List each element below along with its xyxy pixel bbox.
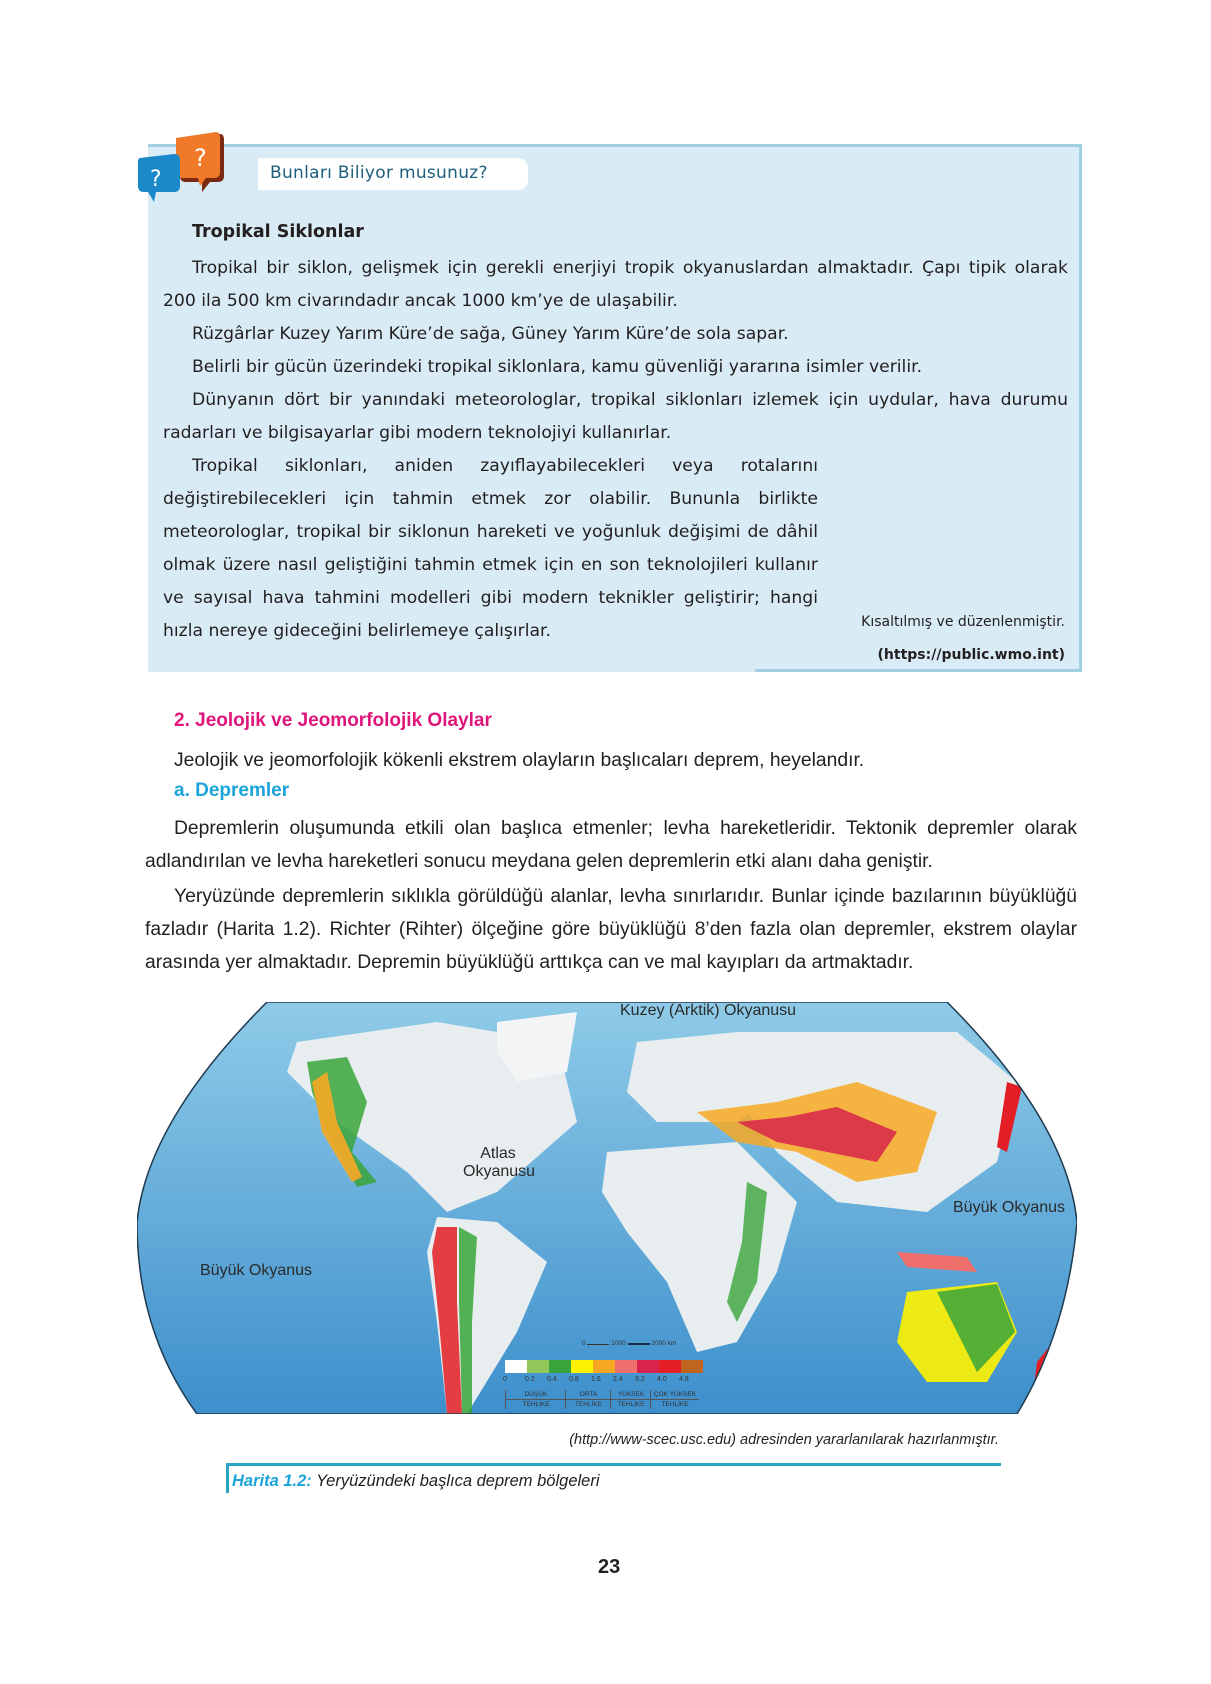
legend-swatch [571, 1360, 593, 1373]
question-bubbles-icon [136, 128, 226, 208]
legend-hazard-zone: ÇOK YÜKSEK TEHLİKE [650, 1390, 699, 1409]
legend-tick-label: 1.6 [591, 1376, 601, 1383]
caption-rule [226, 1463, 1001, 1466]
label-atlantic-line1: Atlas [480, 1145, 516, 1162]
earthquake-hazard-map [137, 1002, 1077, 1414]
map-scale-bar [582, 1340, 676, 1347]
label-pacific-ocean-west: Büyük Okyanus [200, 1262, 313, 1279]
scale-zero: 0 [582, 1340, 586, 1347]
info-paragraph: Dünyanın dört bir yanındaki meteorologlar, tropikal siklonları izlemek için uydular, hava durumu radarları ve bilgisayarlar gibi modern teknolojiyi kullanırlar. [163, 390, 1068, 443]
caption-text: Yeryüzündeki başlıca deprem bölgeleri [311, 1472, 600, 1490]
scale-mid: 1000 [611, 1340, 626, 1347]
section-intro: Jeolojik ve jeomorfolojik kökenli ekstrem olayların başlıcaları deprem, heyelandır. [174, 750, 865, 771]
legend-swatch [681, 1360, 703, 1373]
map-caption [232, 1472, 600, 1491]
svg-text:?: ? [150, 167, 162, 192]
map-credit: (http://www-scec.usc.edu) adresinden yararlanılarak hazırlanmıştır. [569, 1432, 999, 1448]
label-atlantic-line2: Okyanusu [463, 1163, 536, 1180]
section-heading: 2. Jeolojik ve Jeomorfolojik Olaylar [174, 710, 492, 731]
page-number: 23 [598, 1556, 621, 1578]
info-box-title: Tropikal Siklonlar [192, 222, 364, 242]
legend-swatch [593, 1360, 615, 1373]
legend-tick-label: 4.8 [679, 1376, 689, 1383]
legend-swatch [637, 1360, 659, 1373]
legend-tick-label: 0.4 [547, 1376, 557, 1383]
legend-swatch [659, 1360, 681, 1373]
legend-tick-label: 0 [503, 1376, 507, 1383]
abridged-note: Kısaltılmış ve düzenlenmiştir. [861, 614, 1065, 630]
legend-hazard-zone: YÜKSEK TEHLİKE [610, 1390, 651, 1409]
info-box-source [861, 606, 1065, 672]
info-paragraph: Tropikal bir siklon, gelişmek için gerekli enerjiyi tropik okyanuslardan almaktadır. Çapı tipik olarak 200 ila 500 km civarındadır ancak 1000 km’ye de ulaşabilir. [163, 258, 1068, 311]
legend-hazard-zone: ORTA TEHLİKE [565, 1390, 611, 1409]
body-paragraph: Depremlerin oluşumunda etkili olan başlıca etmenler; levha hareketleridir. Tektonik depremler olarak adlandırılan ve levha hareketleri sonucu meydana gelen depremlerin etki alanı daha geniştir. [145, 818, 1077, 872]
info-box-content [163, 210, 1068, 648]
source-link: (https://public.wmo.int) [877, 647, 1065, 663]
question-bubble-blue-icon [138, 154, 180, 202]
legend-tick-label: 4.0 [657, 1376, 667, 1383]
info-paragraph: Rüzgârlar Kuzey Yarım Küre’de sağa, Güney Yarım Küre’de sola sapar. [192, 324, 789, 344]
scale-end: 2000 km [651, 1340, 677, 1347]
legend-swatch [505, 1360, 527, 1373]
label-atlantic-ocean [463, 1145, 536, 1181]
legend-tick-label: 0.8 [569, 1376, 579, 1383]
label-arctic-ocean: Kuzey (Arktik) Okyanusu [620, 1002, 797, 1019]
question-bubble-orange-icon [176, 132, 224, 192]
info-paragraph: Belirli bir gücün üzerindeki tropikal siklonlara, kamu güvenliği yararına isimler verilir. [192, 357, 923, 377]
label-pacific-ocean-east: Büyük Okyanus [953, 1199, 1066, 1216]
info-box-tab-label: Bunları Biliyor musunuz? [270, 163, 488, 183]
legend-tick-label: 2.4 [613, 1376, 623, 1383]
svg-text:?: ? [194, 144, 207, 172]
info-paragraph: Tropikal siklonları, aniden zayıflayabilecekleri veya rotalarını değiştirebilecekleri için tahmin etmek zor olabilir. Bununla birlikte meteorologlar, tropikal bir siklonun hareketi ve yoğunluk değişimi de dâhil olmak üzere nasıl geliştiğini tahmin etmek için en son teknolojileri kullanır ve sayısal hava tahmini modelleri gibi modern teknikler geliştirir; hangi hızla nereye gideceğini belirlemeye çalışırlar. [163, 456, 818, 641]
legend-swatch [615, 1360, 637, 1373]
legend-tick-label: 0.2 [525, 1376, 535, 1383]
legend-swatch [549, 1360, 571, 1373]
caption-rule-left [226, 1463, 229, 1493]
subsection-heading: a. Depremler [174, 780, 290, 801]
legend-swatch [527, 1360, 549, 1373]
legend-hazard-zone: DÜŞÜK TEHLİKE [505, 1390, 566, 1409]
body-paragraph: Yeryüzünde depremlerin sıklıkla görüldüğü alanlar, levha sınırlarıdır. Bunlar içinde bazılarının büyüklüğü fazladır (Harita 1.2). Richter (Rihter) ölçeğine göre büyüklüğü 8’den fazla olan depremler, ekstrem olaylar arasında yer almaktadır. Depremin büyüklüğü arttıkça can ve mal kayıpları da artmaktadır. [145, 886, 1077, 973]
legend-tick-label: 3.2 [635, 1376, 645, 1383]
caption-label: Harita 1.2: [232, 1472, 312, 1490]
